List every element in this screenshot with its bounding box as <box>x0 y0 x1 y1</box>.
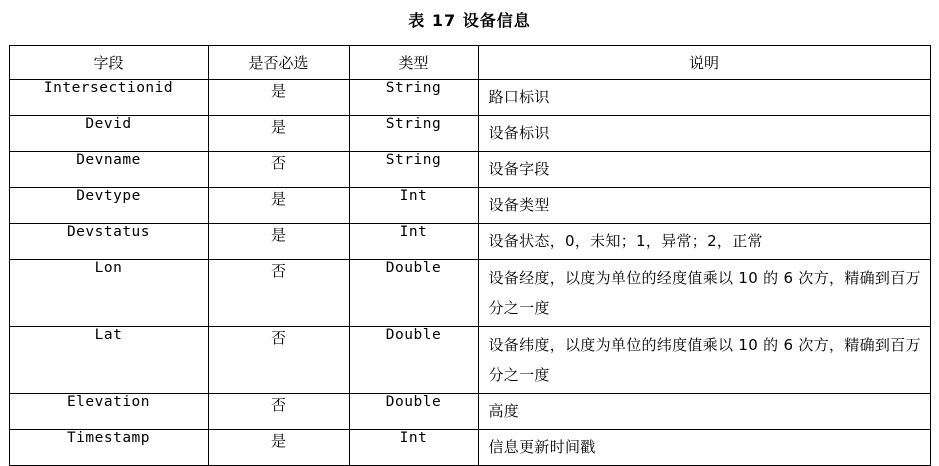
cell-type-text: Double <box>385 327 442 343</box>
cell-description-text: 设备标识 <box>488 124 550 142</box>
table-row <box>9 224 930 260</box>
cell-required <box>208 80 349 116</box>
cell-field <box>9 430 208 466</box>
table-row <box>9 80 930 116</box>
cell-description <box>478 116 930 152</box>
cell-required-text: 是 <box>270 226 286 244</box>
device-info-table <box>9 45 931 466</box>
cell-required <box>208 224 349 260</box>
cell-field-text: Timestamp <box>66 430 151 446</box>
cell-field-text: Devid <box>85 116 132 132</box>
cell-description-text: 设备状态，0，未知；1，异常；2，正常 <box>488 232 763 250</box>
column-header-description: 说明 <box>478 46 930 80</box>
cell-type-text: String <box>385 116 442 132</box>
cell-field <box>9 80 208 116</box>
cell-description-text: 设备类型 <box>488 196 550 214</box>
cell-field-text: Lon <box>94 260 123 276</box>
cell-description <box>478 260 930 327</box>
cell-required-text: 是 <box>270 432 286 450</box>
table-header-row <box>9 46 930 80</box>
cell-description-text: 路口标识 <box>488 88 550 106</box>
cell-description <box>478 394 930 430</box>
cell-description <box>478 430 930 466</box>
table-row <box>9 430 930 466</box>
cell-field <box>9 260 208 327</box>
cell-type <box>349 260 478 327</box>
cell-field-text: Elevation <box>66 394 151 410</box>
cell-field-text: Devname <box>76 152 141 168</box>
cell-field <box>9 394 208 430</box>
table-row <box>9 188 930 224</box>
cell-required-text: 否 <box>270 396 286 414</box>
cell-type <box>349 152 478 188</box>
cell-field-text: Devstatus <box>66 224 151 240</box>
cell-description <box>478 224 930 260</box>
cell-required <box>208 327 349 394</box>
cell-description <box>478 80 930 116</box>
cell-required <box>208 430 349 466</box>
cell-field-text: Lat <box>94 327 123 343</box>
cell-description <box>478 327 930 394</box>
cell-type-text: Int <box>399 188 428 204</box>
cell-field <box>9 188 208 224</box>
cell-type <box>349 327 478 394</box>
cell-type <box>349 224 478 260</box>
column-header-required: 是否必选 <box>208 46 349 80</box>
cell-type <box>349 430 478 466</box>
cell-type-text: Double <box>385 260 442 276</box>
cell-required-text: 否 <box>270 329 286 347</box>
cell-type <box>349 188 478 224</box>
cell-description-text: 设备经度，以度为单位的经度值乘以 10 的 6 次方，精确到百万分之一度 <box>488 269 921 317</box>
cell-description <box>478 188 930 224</box>
cell-type-text: Int <box>399 224 428 240</box>
cell-field-text: Intersectionid <box>43 80 174 96</box>
cell-description-text: 设备字段 <box>488 160 550 178</box>
table-body <box>9 80 930 466</box>
cell-type-text: Int <box>399 430 428 446</box>
table-header <box>9 46 930 80</box>
cell-type <box>349 80 478 116</box>
column-header-type: 类型 <box>349 46 478 80</box>
cell-required <box>208 260 349 327</box>
table-row <box>9 394 930 430</box>
cell-description <box>478 152 930 188</box>
cell-required-text: 是 <box>270 118 286 136</box>
cell-field <box>9 152 208 188</box>
cell-field-text: Devtype <box>76 188 141 204</box>
table-caption: 表 17 设备信息 <box>408 11 531 30</box>
cell-type-text: String <box>385 80 442 96</box>
table-row <box>9 327 930 394</box>
cell-required-text: 是 <box>270 82 286 100</box>
cell-type <box>349 116 478 152</box>
table-row <box>9 260 930 327</box>
cell-type <box>349 394 478 430</box>
table-row <box>9 152 930 188</box>
cell-required <box>208 116 349 152</box>
cell-required <box>208 394 349 430</box>
cell-type-text: Double <box>385 394 442 410</box>
cell-required <box>208 152 349 188</box>
cell-required-text: 是 <box>270 190 286 208</box>
cell-description-text: 设备纬度，以度为单位的纬度值乘以 10 的 6 次方，精确到百万分之一度 <box>488 336 921 384</box>
cell-required <box>208 188 349 224</box>
cell-description-text: 高度 <box>488 402 520 420</box>
cell-type-text: String <box>385 152 442 168</box>
cell-field <box>9 327 208 394</box>
column-header-field: 字段 <box>9 46 208 80</box>
cell-description-text: 信息更新时间戳 <box>488 438 596 456</box>
cell-field <box>9 116 208 152</box>
cell-field <box>9 224 208 260</box>
cell-required-text: 否 <box>270 262 286 280</box>
cell-required-text: 否 <box>270 154 286 172</box>
table-row <box>9 116 930 152</box>
